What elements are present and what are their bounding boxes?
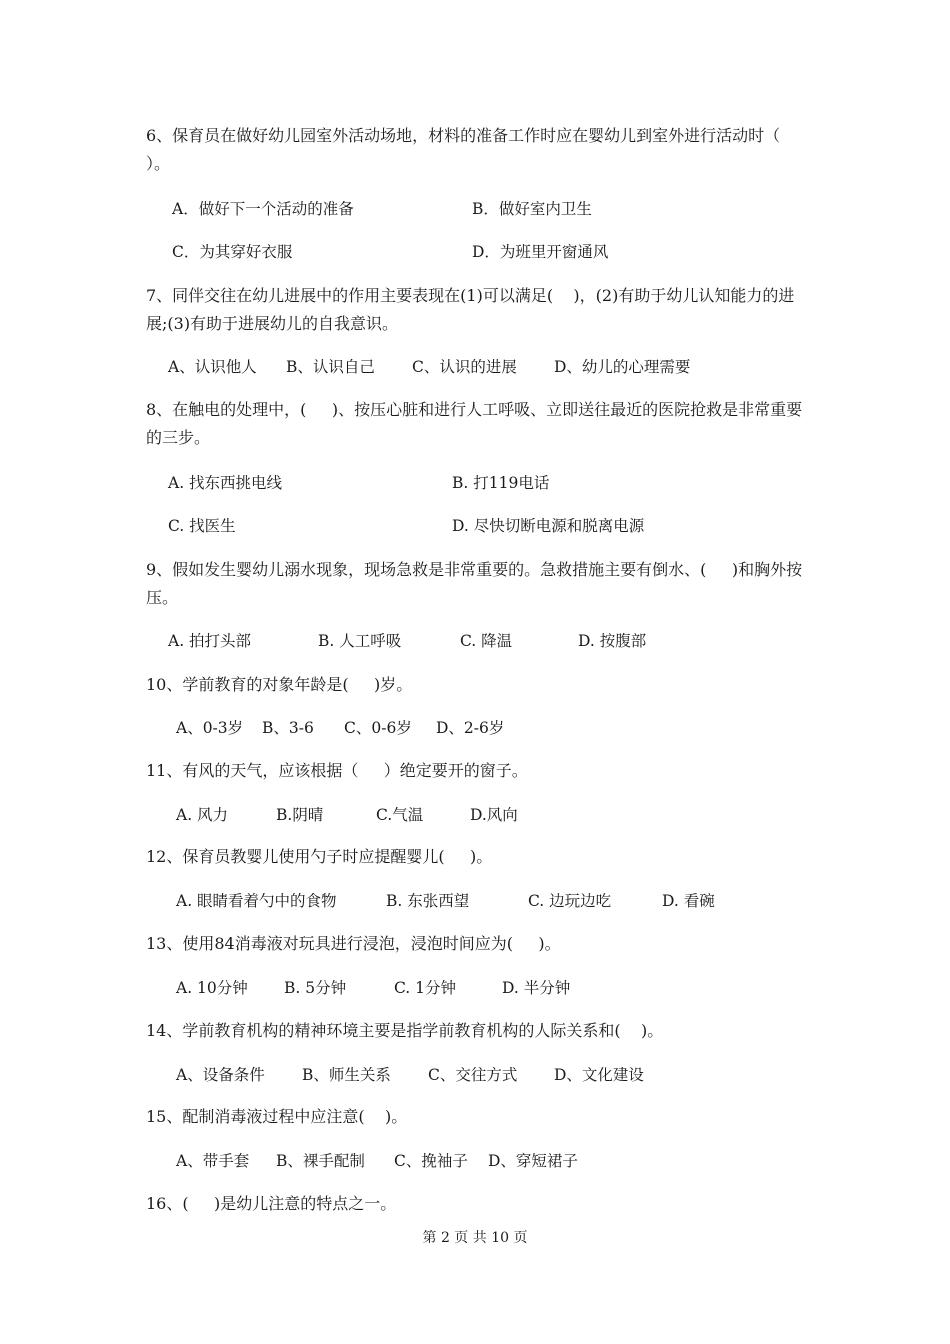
option-b: B.阴晴 [276, 806, 324, 824]
question-10 [146, 671, 812, 699]
question-stem: 7、同伴交往在幼儿进展中的作用主要表现在(1)可以满足( )，(2)有助于幼儿认知能力的进展;(3)有助于进展幼儿的自我意识。 [146, 286, 795, 333]
option-b: B、师生关系 [302, 1066, 391, 1084]
option-a: A、带手套 [176, 1152, 250, 1170]
option-c: C、0-6岁 [344, 719, 412, 737]
question-8 [146, 396, 812, 452]
option-b: B．做好室内卫生 [472, 200, 592, 218]
option-d: D．为班里开窗通风 [472, 243, 609, 261]
option-a: A．做好下一个活动的准备 [172, 200, 354, 218]
question-stem: 13、使用84消毒液对玩具进行浸泡，浸泡时间应为( )。 [146, 934, 561, 953]
option-c: C. 边玩边吃 [528, 892, 612, 910]
option-a: A. 找东西挑电线 [168, 474, 283, 492]
option-b: B. 打119电话 [452, 474, 550, 492]
question-9 [146, 556, 812, 612]
option-b: B、3-6 [262, 719, 314, 737]
question-6 [146, 122, 812, 178]
question-16 [146, 1190, 812, 1218]
question-stem: 14、学前教育机构的精神环境主要是指学前教育机构的人际关系和( )。 [146, 1021, 664, 1040]
option-a: A. 10分钟 [176, 979, 248, 997]
question-15 [146, 1103, 812, 1131]
question-11 [146, 757, 812, 785]
option-b: B、认识自己 [286, 358, 375, 376]
option-c: C.气温 [376, 806, 424, 824]
option-c: C．为其穿好衣服 [172, 243, 293, 261]
option-d: D、穿短裙子 [488, 1152, 578, 1170]
question-stem: 11、有风的天气，应该根据（ ）绝定要开的窗子。 [146, 761, 528, 780]
option-c: C、交往方式 [428, 1066, 518, 1084]
option-c: C、认识的进展 [412, 358, 517, 376]
question-stem: 9、假如发生婴幼儿溺水现象，现场急救是非常重要的。急救措施主要有倒水、( )和胸外按压。 [146, 560, 803, 607]
option-c: C. 找医生 [168, 517, 236, 535]
option-a: A、0-3岁 [176, 719, 244, 737]
option-c: C. 1分钟 [394, 979, 457, 997]
question-stem: 16、( )是幼儿注意的特点之一。 [146, 1194, 397, 1213]
option-b: B、裸手配制 [276, 1152, 365, 1170]
question-stem: 10、学前教育的对象年龄是( )岁。 [146, 675, 413, 694]
question-12 [146, 843, 812, 871]
question-7 [146, 282, 812, 338]
option-d: D.风向 [470, 806, 518, 824]
option-b: B. 人工呼吸 [318, 632, 402, 650]
option-a: A、设备条件 [176, 1066, 265, 1084]
page-footer: 第 2 页 共 10 页 [422, 1230, 528, 1246]
option-d: D、2-6岁 [436, 719, 505, 737]
option-d: D. 半分钟 [502, 979, 571, 997]
question-stem: 12、保育员教婴儿使用勺子时应提醒婴儿( )。 [146, 847, 493, 866]
question-stem: 15、配制消毒液过程中应注意( )。 [146, 1107, 408, 1126]
option-d: D. 尽快切断电源和脱离电源 [452, 517, 645, 535]
question-14 [146, 1017, 812, 1045]
option-b: B. 5分钟 [284, 979, 347, 997]
option-d: D、幼儿的心理需要 [554, 358, 691, 376]
option-b: B. 东张西望 [386, 892, 470, 910]
option-d: D、文化建设 [554, 1066, 644, 1084]
option-d: D. 看碗 [662, 892, 715, 910]
option-a: A. 风力 [176, 806, 229, 824]
question-stem: 6、保育员在做好幼儿园室外活动场地，材料的准备工作时应在婴幼儿到室外进行活动时（ ）。 [146, 126, 796, 173]
option-a: A. 眼睛看着勺中的食物 [176, 892, 337, 910]
question-stem: 8、在触电的处理中，( )、按压心脏和进行人工呼吸、立即送往最近的医院抢救是非常重要的三步。 [146, 400, 803, 447]
option-c: C、挽袖子 [394, 1152, 468, 1170]
option-d: D. 按腹部 [578, 632, 647, 650]
option-a: A. 拍打头部 [168, 632, 252, 650]
option-c: C. 降温 [460, 632, 513, 650]
question-13 [146, 930, 812, 958]
option-a: A、认识他人 [168, 358, 257, 376]
